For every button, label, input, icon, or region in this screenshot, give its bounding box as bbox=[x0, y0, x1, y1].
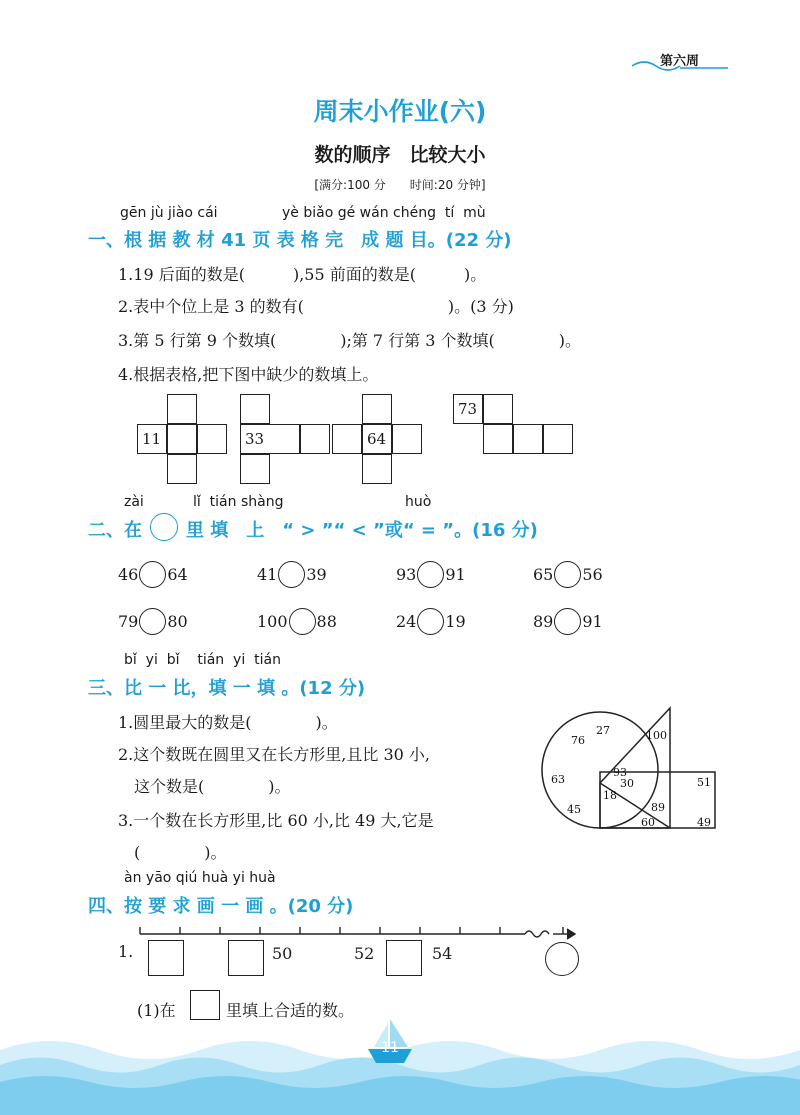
compare-item bbox=[118, 608, 188, 635]
compare-item bbox=[533, 561, 603, 588]
page-title: 周末小作业(六) bbox=[313, 97, 487, 126]
section1-question-1: 1.19 后面的数是( ),55 前面的数是( )。 bbox=[118, 265, 487, 284]
compare-item bbox=[396, 608, 466, 635]
answer-circle[interactable] bbox=[139, 608, 166, 635]
answer-box[interactable] bbox=[148, 940, 184, 976]
answer-circle[interactable] bbox=[554, 561, 581, 588]
diagram-number: 30 bbox=[620, 777, 634, 790]
compare-left: 41 bbox=[257, 565, 278, 584]
page-number: 11 bbox=[381, 1040, 399, 1056]
answer-circle[interactable] bbox=[139, 561, 166, 588]
section1-question-3: 3.第 5 行第 9 个数填( );第 7 行第 3 个数填( )。 bbox=[118, 331, 582, 350]
grid-cell bbox=[332, 424, 362, 454]
number-line-label: 52 bbox=[354, 944, 375, 963]
week-tag: 第六周 bbox=[660, 54, 700, 69]
section3-pinyin: bǐ yi bǐ tián yi tián bbox=[124, 652, 281, 668]
compare-left: 46 bbox=[118, 565, 139, 584]
compare-right: 80 bbox=[167, 612, 188, 631]
compare-item bbox=[533, 608, 603, 635]
cross-grid-3 bbox=[332, 394, 422, 484]
section2-heading-start: 二、在 bbox=[88, 520, 142, 541]
section3-question-2b: 这个数是( )。 bbox=[118, 777, 291, 796]
answer-circle[interactable] bbox=[545, 942, 579, 976]
compare-left: 65 bbox=[533, 565, 554, 584]
compare-right: 19 bbox=[445, 612, 466, 631]
compare-item bbox=[118, 561, 188, 588]
step-grid-4 bbox=[453, 394, 575, 456]
compare-item bbox=[396, 561, 466, 588]
section3-question-2a: 2.这个数既在圆里又在长方形里,且比 30 小, bbox=[118, 745, 430, 764]
cross-grid-2 bbox=[240, 394, 330, 484]
section1-question-2: 2.表中个位上是 3 的数有( )。(3 分) bbox=[118, 297, 514, 316]
number-line-label: 50 bbox=[272, 944, 293, 963]
compare-right: 64 bbox=[167, 565, 188, 584]
grid-cell bbox=[392, 424, 422, 454]
grid-cell bbox=[167, 454, 197, 484]
diagram-number: 45 bbox=[567, 803, 581, 816]
answer-circle[interactable] bbox=[554, 608, 581, 635]
grid-cell bbox=[167, 394, 197, 424]
grid-cell bbox=[543, 424, 573, 454]
diagram-number: 100 bbox=[646, 729, 667, 742]
section4-heading: 四、按 要 求 画 一 画 。(20 分) bbox=[88, 896, 354, 917]
answer-circle[interactable] bbox=[417, 561, 444, 588]
grid-cell bbox=[197, 424, 227, 454]
diagram-number: 63 bbox=[551, 773, 565, 786]
grid-cell-given: 33 bbox=[240, 424, 300, 454]
compare-item bbox=[257, 561, 327, 588]
compare-left: 93 bbox=[396, 565, 417, 584]
answer-circle[interactable] bbox=[289, 608, 316, 635]
square-icon bbox=[190, 990, 220, 1020]
answer-box[interactable] bbox=[228, 940, 264, 976]
grid-cell-given: 73 bbox=[453, 394, 483, 424]
diagram-number: 49 bbox=[697, 816, 711, 829]
grid-cell bbox=[300, 424, 330, 454]
number-line-label: 54 bbox=[432, 944, 453, 963]
section2-pinyin-c: huò bbox=[405, 494, 432, 510]
grid-cell bbox=[240, 454, 270, 484]
section4-sub1-start: (1)在 bbox=[137, 1001, 176, 1020]
diagram-number: 51 bbox=[697, 776, 711, 789]
score-time-info: [满分:100 分 时间:20 分钟] bbox=[314, 178, 486, 192]
grid-cell bbox=[483, 424, 513, 454]
grid-cell-given: 11 bbox=[137, 424, 167, 454]
grid-cell bbox=[240, 394, 270, 424]
section1-pinyin-b: yè biǎo gé wán chéng tí mù bbox=[282, 205, 486, 221]
grid-cell-given: 64 bbox=[362, 424, 392, 454]
compare-right: 91 bbox=[445, 565, 466, 584]
number-line bbox=[135, 920, 580, 944]
answer-circle[interactable] bbox=[417, 608, 444, 635]
cross-grid-1 bbox=[137, 394, 227, 484]
grid-cell bbox=[167, 424, 197, 454]
compare-right: 56 bbox=[582, 565, 603, 584]
grid-cell bbox=[513, 424, 543, 454]
diagram-number: 93 bbox=[613, 766, 627, 779]
section2-pinyin-a: zài bbox=[124, 494, 144, 510]
diagram-number: 27 bbox=[596, 724, 610, 737]
compare-right: 88 bbox=[316, 612, 337, 631]
compare-left: 24 bbox=[396, 612, 417, 631]
section4-sub1-end: 里填上合适的数。 bbox=[226, 1001, 355, 1020]
section2-pinyin-b: lǐ tián shàng bbox=[193, 494, 284, 510]
compare-right: 39 bbox=[306, 565, 327, 584]
page-subtitle: 数的顺序 比较大小 bbox=[314, 144, 486, 166]
circle-icon bbox=[150, 513, 178, 541]
diagram-number: 89 bbox=[651, 801, 665, 814]
compare-left: 89 bbox=[533, 612, 554, 631]
section3-question-3b: ( )。 bbox=[118, 843, 227, 862]
section1-heading: 一、根 据 教 材 41 页 表 格 完 成 题 目。(22 分) bbox=[88, 230, 512, 251]
diagram-number: 76 bbox=[571, 734, 585, 747]
answer-circle[interactable] bbox=[278, 561, 305, 588]
compare-right: 91 bbox=[582, 612, 603, 631]
compare-left: 100 bbox=[257, 612, 288, 631]
section2-heading-end: 里 填 上 “ > ”“ < ”或“ = ”。(16 分) bbox=[186, 520, 538, 541]
diagram-number: 18 bbox=[603, 789, 617, 802]
circle-triangle-rectangle-diagram bbox=[540, 700, 720, 835]
compare-left: 79 bbox=[118, 612, 139, 631]
grid-cell bbox=[362, 394, 392, 424]
grid-cell bbox=[362, 454, 392, 484]
section4-pinyin: àn yāo qiú huà yi huà bbox=[124, 870, 276, 886]
section3-heading: 三、比 一 比，填 一 填 。(12 分) bbox=[88, 678, 366, 699]
compare-item bbox=[257, 608, 337, 635]
answer-box[interactable] bbox=[386, 940, 422, 976]
diagram-number: 60 bbox=[641, 816, 655, 829]
section1-question-4: 4.根据表格,把下图中缺少的数填上。 bbox=[118, 365, 379, 384]
grid-cell bbox=[483, 394, 513, 424]
section3-question-1: 1.圆里最大的数是( )。 bbox=[118, 713, 338, 732]
section3-question-3a: 3.一个数在长方形里,比 60 小,比 49 大,它是 bbox=[118, 811, 434, 830]
section4-question-label: 1. bbox=[118, 942, 134, 961]
section1-pinyin-a: gēn jù jiào cái bbox=[120, 205, 218, 221]
